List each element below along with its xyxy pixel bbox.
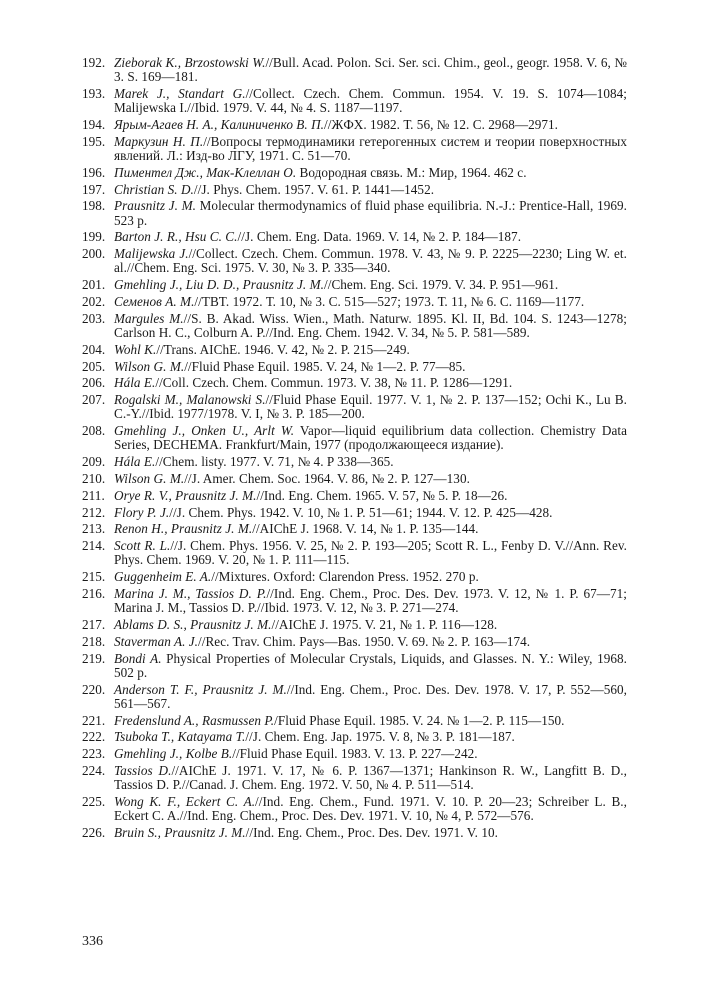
- reference-number: 219.: [82, 650, 106, 666]
- reference-text: //Ind. Eng. Chem., Proc. Des. Dev. 1973. V. 12, № 1. P. 67—71; Marina J. M., Tassios D. P.//Ibid. 1973. V. 12, № 3. P. 271—274.: [114, 585, 627, 616]
- reference-text: Physical Properties of Molecular Crystals, Liquids, and Glasses. N. Y.: Wiley, 1968. 502 p.: [114, 650, 628, 680]
- reference-item: [82, 199, 627, 227]
- reference-authors: Fredenslund A., Rasmussen P.: [114, 712, 275, 728]
- reference-number: 210.: [82, 470, 106, 486]
- reference-text: //J. Chem. Eng. Data. 1969. V. 14, № 2. P. 184—187.: [237, 229, 522, 245]
- reference-item: [82, 489, 627, 503]
- reference-text: //ЖФХ. 1982. Т. 56, № 12. С. 2968—2971.: [324, 117, 559, 132]
- reference-number: 197.: [82, 181, 106, 197]
- reference-item: [82, 506, 627, 520]
- reference-text: //Rec. Trav. Chim. Pays—Bas. 1950. V. 69. № 2. P. 163—174.: [198, 633, 531, 649]
- reference-text: //Trans. AIChE. 1946. V. 42, № 2. P. 215—249.: [156, 341, 410, 357]
- reference-list: [82, 56, 627, 843]
- reference-item: [82, 393, 627, 421]
- reference-authors: Renon H., Prausnitz J. M.: [114, 521, 253, 537]
- reference-item: [82, 764, 627, 792]
- reference-item: [82, 472, 627, 486]
- reference-item: [82, 343, 627, 357]
- reference-authors: Zieborak K., Brzostowski W.: [114, 55, 266, 70]
- reference-authors: Gmehling J., Onken U., Arlt W.: [114, 423, 295, 439]
- reference-item: [82, 795, 627, 823]
- reference-authors: Staverman A. J.: [114, 633, 199, 649]
- reference-item: [82, 312, 627, 340]
- reference-authors: Семенов А. М.: [114, 293, 195, 309]
- reference-authors: Malijewska J.: [114, 246, 189, 262]
- reference-text: //Ind. Eng. Chem., Proc. Des. Dev. 1971. V. 10.: [245, 824, 498, 840]
- reference-number: 208.: [82, 423, 106, 439]
- reference-text: //AIChE J. 1968. V. 14, № 1. P. 135—144.: [252, 521, 479, 537]
- reference-text: //J. Chem. Eng. Jap. 1975. V. 8, № 3. P. 181—187.: [245, 729, 515, 745]
- reference-item: [82, 455, 627, 469]
- reference-authors: Пиментел Дж., Мак-Клеллан О.: [114, 164, 297, 180]
- reference-authors: Marina J. M., Tassios D. P.: [114, 585, 267, 601]
- reference-text: //Fluid Phase Equil. 1985. V. 24, № 1—2. P. 77—85.: [184, 358, 466, 374]
- reference-number: 194.: [82, 117, 106, 132]
- reference-text: //Ind. Eng. Chem. 1965. V. 57, № 5. P. 18—26.: [256, 487, 508, 503]
- reference-authors: Marek J., Standart G.: [114, 86, 246, 101]
- reference-number: 207.: [82, 392, 106, 408]
- reference-number: 222.: [82, 729, 106, 745]
- reference-number: 198.: [82, 198, 106, 214]
- reference-item: [82, 683, 627, 711]
- reference-text: //S. B. Akad. Wiss. Wien., Math. Naturw. 1895. Kl. II, Bd. 104. S. 1243—1278; Carlson H. C., Colburn A. P.//Ind. Eng. Chem. 1942. V. 34, № 5. P. 581—589.: [114, 310, 627, 340]
- reference-item: [82, 376, 627, 390]
- reference-number: 213.: [82, 521, 106, 537]
- reference-authors: Anderson T. F., Prausnitz J. M.: [114, 681, 287, 697]
- reference-text: //Fluid Phase Equil. 1983. V. 13. P. 227—242.: [232, 746, 478, 762]
- reference-item: [82, 539, 627, 567]
- reference-item: [82, 522, 627, 536]
- reference-authors: Маркузин Н. П.: [114, 133, 204, 149]
- reference-authors: Tsuboka T., Katayama T.: [114, 729, 246, 745]
- reference-number: 225.: [82, 793, 106, 809]
- reference-text: //J. Amer. Chem. Soc. 1964. V. 86, № 2. P. 127—130.: [184, 470, 470, 486]
- reference-item: [82, 747, 627, 761]
- reference-text: //Bull. Acad. Polon. Sci. Ser. sci. Chim., geol., geogr. 1958. V. 6, № 3. S. 169—181.: [114, 55, 627, 85]
- reference-item: [82, 635, 627, 649]
- page-number: 336: [82, 934, 103, 949]
- reference-text: Vapor—liquid equilibrium data collection. Chemistry Data Series, DECHEMA. Frankfurt/Main, 1977 (продолжающееся издание).: [114, 423, 627, 453]
- reference-authors: Gmehling J., Liu D. D., Prausnitz J. M.: [114, 277, 325, 293]
- reference-item: [82, 424, 627, 452]
- reference-authors: Bruin S., Prausnitz J. M.: [114, 824, 246, 840]
- reference-item: [82, 570, 627, 584]
- reference-item: [82, 360, 627, 374]
- reference-number: 206.: [82, 375, 106, 391]
- reference-text: //J. Chem. Phys. 1942. V. 10, № 1. P. 51—61; 1944. V. 12. P. 425—428.: [169, 504, 553, 520]
- reference-text: //Chem. Eng. Sci. 1979. V. 34. P. 951—961.: [324, 277, 559, 293]
- reference-item: [82, 247, 627, 275]
- reference-number: 200.: [82, 246, 106, 262]
- reference-authors: Prausnitz J. M.: [114, 198, 196, 214]
- reference-item: [82, 87, 627, 115]
- reference-number: 201.: [82, 277, 106, 293]
- reference-number: 192.: [82, 55, 106, 70]
- reference-text: //Fluid Phase Equil. 1977. V. 1, № 2. P. 137—152; Ochi K., Lu B. C.-Y.//Ibid. 1977/1978. V. I, № 3. P. 185—200.: [114, 392, 627, 422]
- reference-authors: Christian S. D.: [114, 181, 194, 197]
- reference-number: 211.: [82, 487, 105, 503]
- reference-text: //AIChE J. 1975. V. 21, № 1. P. 116—128.: [271, 616, 498, 632]
- reference-text: //Collect. Czech. Chem. Commun. 1954. V. 19. S. 1074—1084; Malijewska I.//Ibid. 1979. V. 44, № 4. S. 1187—1197.: [114, 86, 627, 116]
- reference-text: //Ind. Eng. Chem., Fund. 1971. V. 10. P. 20—23; Schreiber L. B., Eckert C. A.//Ind. Eng. Chem., Proc. Des. Dev. 1971. V. 10, № 4, P. 572—576.: [114, 793, 627, 824]
- reference-number: 224.: [82, 762, 106, 778]
- reference-item: [82, 714, 627, 728]
- reference-number: 214.: [82, 538, 106, 554]
- reference-authors: Scott R. L.: [114, 538, 171, 554]
- reference-number: 217.: [82, 616, 106, 632]
- reference-number: 196.: [82, 164, 106, 180]
- reference-number: 226.: [82, 824, 106, 840]
- reference-authors: Flory P. J.: [114, 504, 170, 520]
- reference-number: 215.: [82, 569, 106, 585]
- reference-number: 223.: [82, 746, 106, 762]
- reference-text: /Fluid Phase Equil. 1985. V. 24. № 1—2. P. 115—150.: [274, 712, 565, 728]
- reference-number: 209.: [82, 454, 106, 470]
- reference-authors: Hála E.: [114, 375, 156, 391]
- reference-item: [82, 295, 627, 309]
- reference-text: //Mixtures. Oxford: Clarendon Press. 1952. 270 p.: [211, 569, 479, 585]
- reference-item: [82, 56, 627, 84]
- reference-text: //Chem. listy. 1977. V. 71, № 4. P 338—365.: [155, 454, 394, 470]
- reference-authors: Wilson G. M.: [114, 470, 185, 486]
- reference-item: [82, 652, 627, 680]
- reference-authors: Tassios D.: [114, 762, 172, 778]
- reference-authors: Bondi A.: [114, 650, 162, 666]
- reference-item: [82, 826, 627, 840]
- reference-authors: Rogalski M., Malanowski S.: [114, 392, 266, 408]
- reference-authors: Gmehling J., Kolbe B.: [114, 746, 233, 762]
- reference-number: 212.: [82, 504, 106, 520]
- reference-number: 199.: [82, 229, 106, 245]
- reference-number: 220.: [82, 681, 106, 697]
- reference-number: 195.: [82, 133, 106, 149]
- reference-number: 216.: [82, 585, 106, 601]
- reference-text: //TBT. 1972. Т. 10, № 3. С. 515—527; 1973. Т. 11, № 6. С. 1169—1177.: [194, 293, 585, 309]
- reference-authors: Ярым-Агаев Н. А., Калиниченко В. П.: [114, 117, 325, 132]
- reference-item: [82, 730, 627, 744]
- reference-item: [82, 166, 627, 180]
- reference-item: [82, 135, 627, 163]
- reference-item: [82, 183, 627, 197]
- reference-text: Molecular thermodynamics of fluid phase equilibria. N.-J.: Prentice-Hall, 1969. 523 p.: [114, 198, 627, 228]
- reference-number: 218.: [82, 633, 106, 649]
- reference-text: //AIChE J. 1971. V. 17, № 6. P. 1367—1371; Hankinson R. W., Langfitt B. D., Tassios D. P.//Canad. J. Chem. Eng. 1972. V. 50, № 4. P. 511—514.: [114, 762, 627, 793]
- reference-item: [82, 230, 627, 244]
- reference-text: //J. Phys. Chem. 1957. V. 61. P. 1441—1452.: [193, 181, 435, 197]
- reference-item: [82, 587, 627, 615]
- reference-authors: Orye R. V., Prausnitz J. M.: [114, 487, 257, 503]
- reference-authors: Wong K. F., Eckert C. A.: [114, 793, 256, 809]
- reference-number: 193.: [82, 86, 106, 101]
- reference-authors: Guggenheim E. A.: [114, 569, 212, 585]
- reference-authors: Wilson G. M.: [114, 358, 185, 374]
- reference-authors: Margules M.: [114, 310, 184, 326]
- reference-authors: Wohl K.: [114, 341, 157, 357]
- reference-number: 204.: [82, 341, 106, 357]
- reference-text: //Вопросы термодинамики гетерогенных систем и теории поверхностных явлений. Л.: Изд-во ЛГУ, 1971. С. 51—70.: [114, 133, 627, 163]
- reference-number: 203.: [82, 310, 106, 326]
- reference-text: //Collect. Czech. Chem. Commun. 1978. V. 43, № 9. P. 2225—2230; Ling W. et. al.//Chem. Eng. Sci. 1975. V. 30, № 3. P. 335—340.: [114, 246, 627, 276]
- reference-text: //Ind. Eng. Chem., Proc. Des. Dev. 1978. V. 17, P. 552—560, 561—567.: [114, 681, 627, 711]
- reference-number: 202.: [82, 293, 106, 309]
- reference-text: //J. Chem. Phys. 1956. V. 25, № 2. P. 193—205; Scott R. L., Fenby D. V.//Ann. Rev. Phys. Chem. 1969. V. 20, № 1. P. 111—115.: [114, 538, 627, 568]
- reference-item: [82, 618, 627, 632]
- reference-authors: Ablams D. S., Prausnitz J. M.: [114, 616, 272, 632]
- reference-text: Водородная связь. М.: Мир, 1964. 462 с.: [296, 164, 527, 180]
- reference-authors: Hála E.: [114, 454, 156, 470]
- reference-item: [82, 118, 627, 132]
- reference-item: [82, 278, 627, 292]
- reference-authors: Barton J. R., Hsu C. C.: [114, 229, 238, 245]
- reference-number: 221.: [82, 712, 106, 728]
- reference-text: //Coll. Czech. Chem. Commun. 1973. V. 38, № 11. P. 1286—1291.: [155, 375, 513, 391]
- reference-number: 205.: [82, 358, 106, 374]
